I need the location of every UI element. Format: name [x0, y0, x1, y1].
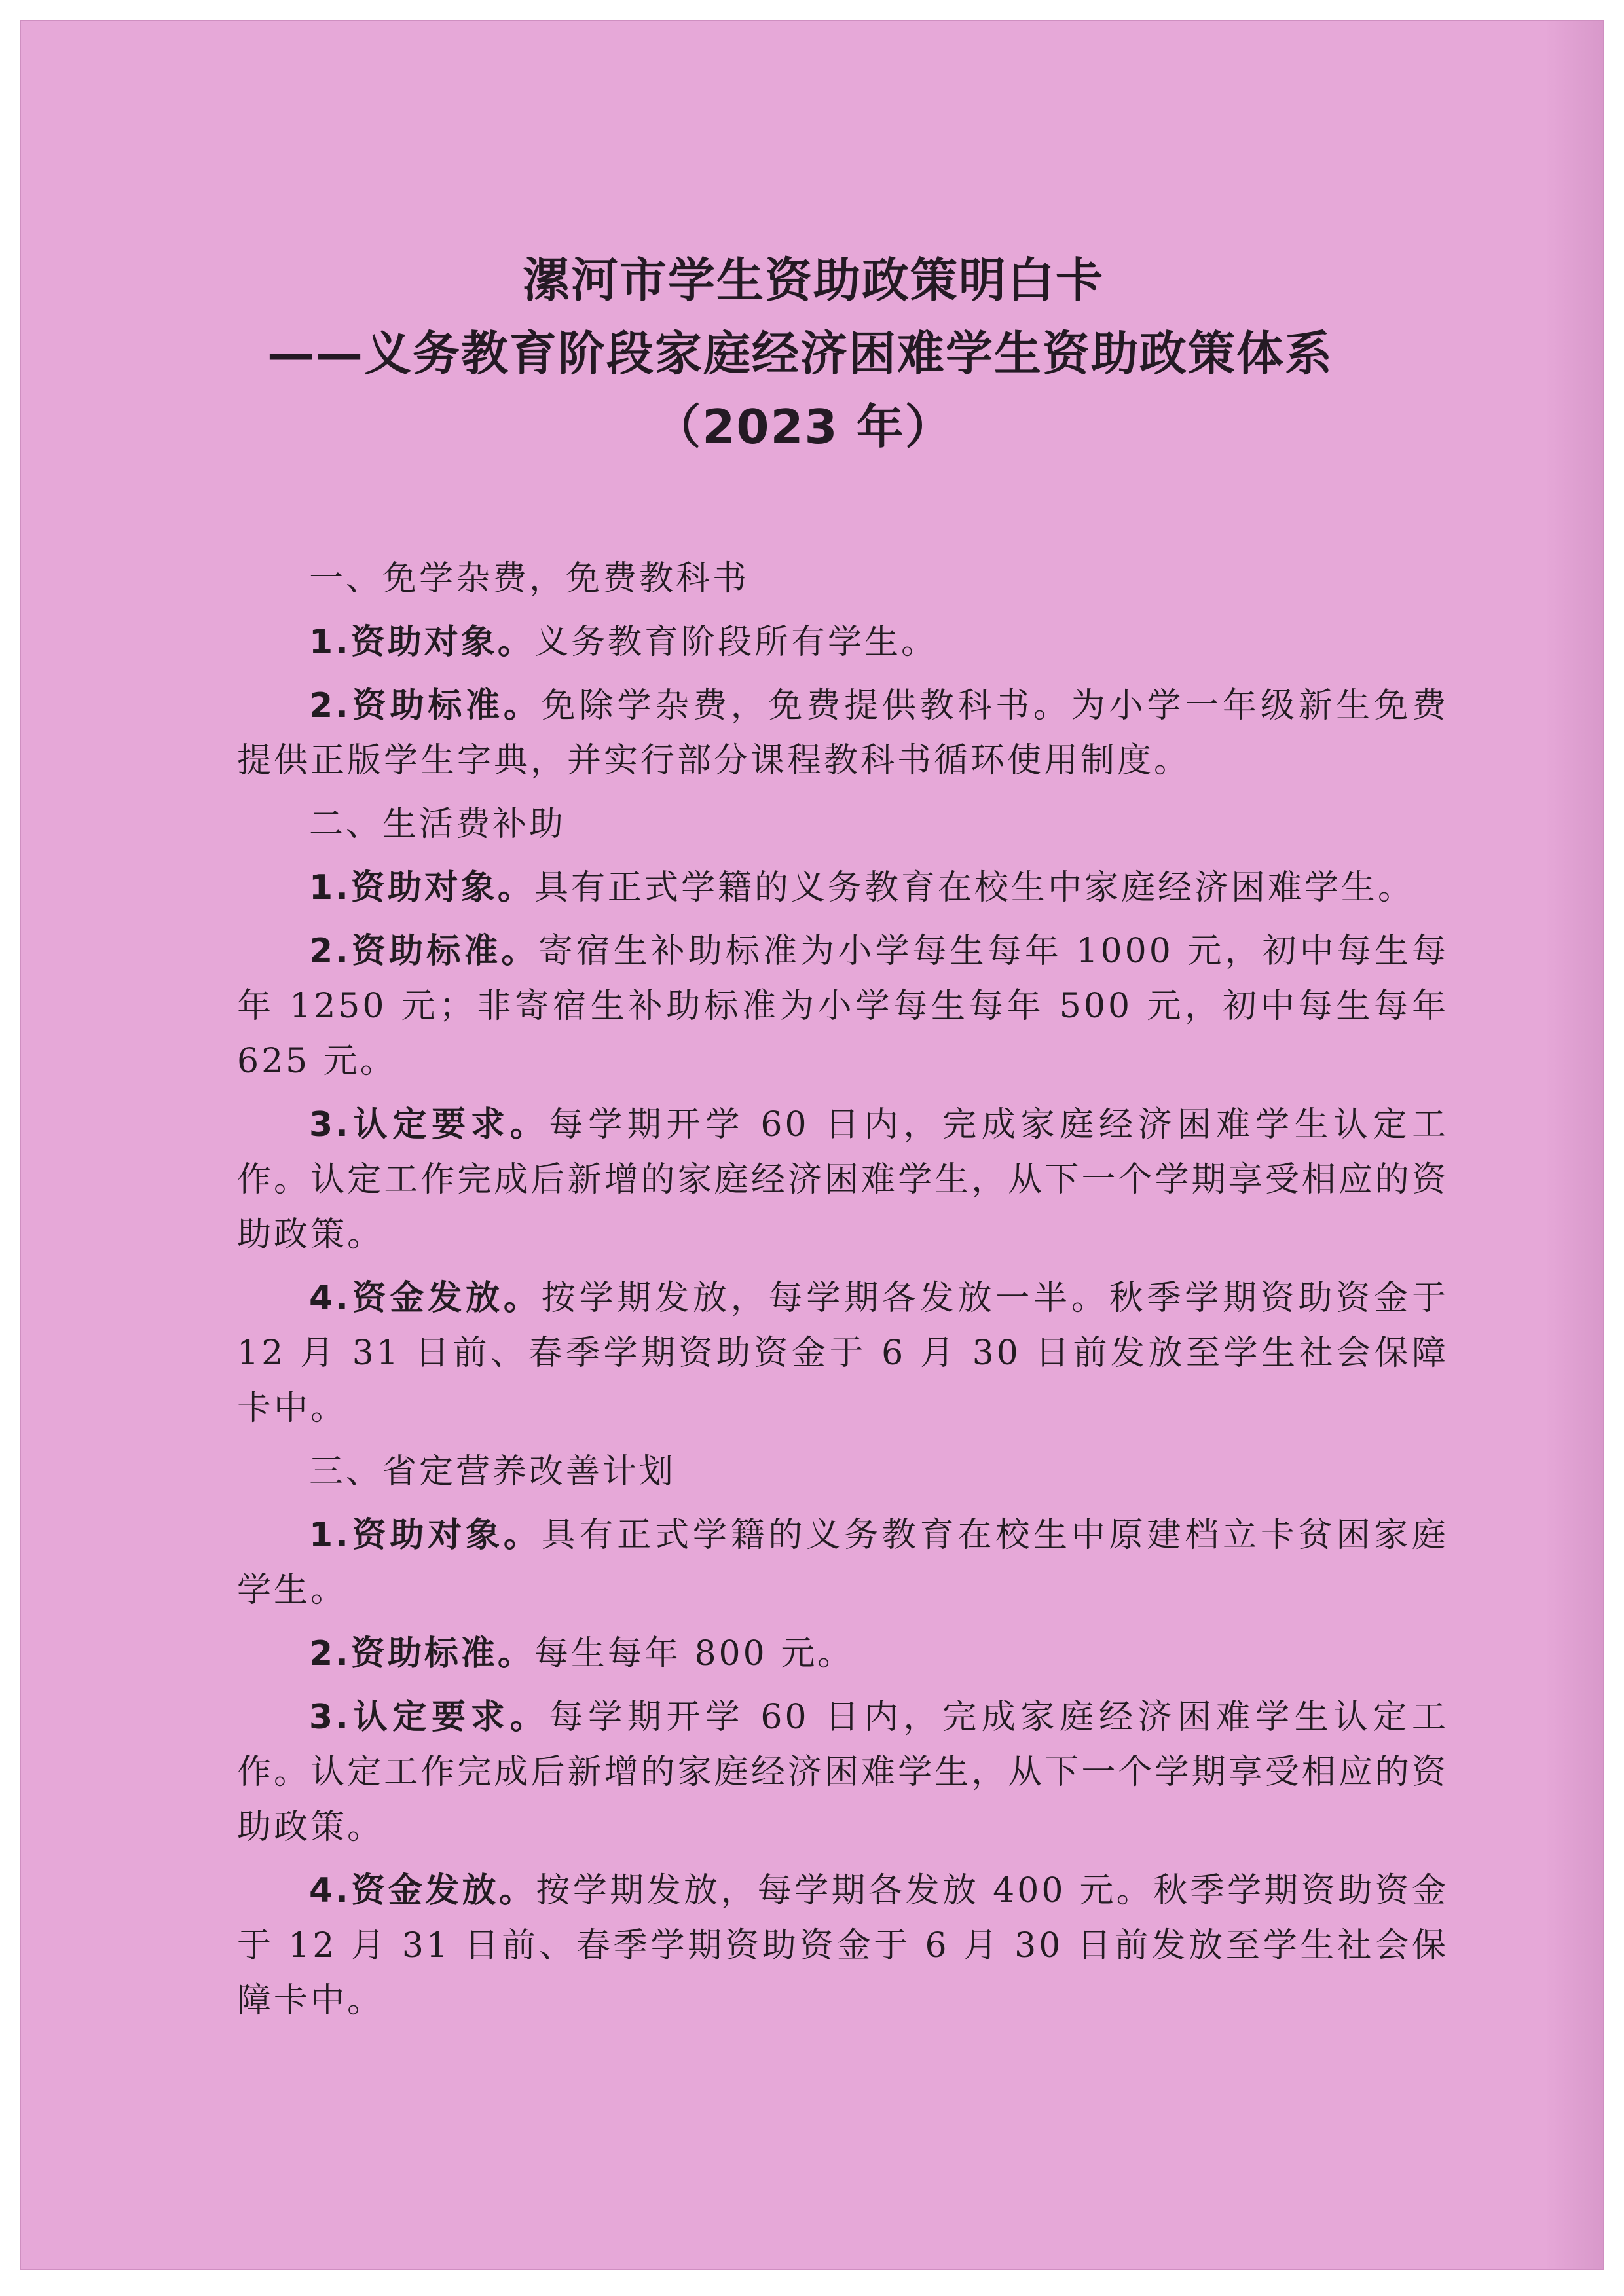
document-title: 漯河市学生资助政策明白卡	[522, 253, 1104, 308]
paragraph-text: 按学期发放，每学期各发放 400 元。秋季学期资助资金于 12 月 31 日前、春季学期资助资金于 6 月 30 日前发放至学生社会保障卡中。	[237, 1871, 1449, 2020]
section-heading: 二、生活费补助	[309, 805, 566, 844]
paragraph-lead: 2.资助标准。	[309, 1634, 534, 1673]
title-block	[21, 244, 1606, 464]
paragraph	[237, 860, 1449, 915]
paragraph-text: 每学期开学 60 日内，完成家庭经济困难学生认定工作。认定工作完成后新增的家庭经济困难学生，从下一个学期享受相应的资助政策。	[237, 1105, 1449, 1254]
document-year: （2023 年）	[654, 399, 953, 454]
paragraph	[237, 1508, 1449, 1618]
paragraph-text: 寄宿生补助标准为小学每生每年 1000 元，初中每生每年 1250 元；非寄宿生补助标准为小学每生每年 500 元，初中每生每年 625 元。	[237, 932, 1449, 1081]
paragraph-text: 每生每年 800 元。	[534, 1634, 855, 1673]
paragraph-lead: 2.资助标准。	[309, 932, 539, 971]
paragraph	[237, 1863, 1449, 2028]
paragraph	[237, 615, 1449, 670]
paragraph-text: 义务教育阶段所有学生。	[534, 623, 938, 662]
paragraph-text: 具有正式学籍的义务教育在校生中家庭经济困难学生。	[534, 868, 1414, 907]
document-subtitle: ——义务教育阶段家庭经济困难学生资助政策体系	[267, 326, 1333, 381]
paragraph	[237, 1690, 1449, 1855]
section-heading: 三、省定营养改善计划	[309, 1452, 676, 1491]
paragraph-text: 具有正式学籍的义务教育在校生中原建档立卡贫困家庭学生。	[237, 1516, 1449, 1610]
paragraph-lead: 1.资助对象。	[309, 623, 534, 662]
paragraph-lead: 3.认定要求。	[309, 1105, 549, 1144]
paragraph-text: 每学期开学 60 日内，完成家庭经济困难学生认定工作。认定工作完成后新增的家庭经济困难学生，从下一个学期享受相应的资助政策。	[237, 1698, 1449, 1847]
paragraph	[237, 1271, 1449, 1436]
paragraph-lead: 4.资金发放。	[309, 1871, 536, 1910]
paragraph-text: 免除学杂费，免费提供教科书。为小学一年级新生免费提供正版学生字典，并实行部分课程教科书循环使用制度。	[237, 686, 1449, 780]
paragraph-text: 按学期发放，每学期各发放一半。秋季学期资助资金于 12 月 31 日前、春季学期资助资金于 6 月 30 日前发放至学生社会保障卡中。	[237, 1279, 1449, 1428]
paragraph-lead: 1.资助对象。	[309, 868, 534, 907]
paragraph	[237, 1097, 1449, 1262]
paragraph-lead: 3.认定要求。	[309, 1698, 549, 1737]
paragraph-lead: 2.资助标准。	[309, 686, 542, 725]
paragraph	[237, 924, 1449, 1089]
paragraph	[237, 678, 1449, 788]
paragraph-lead: 1.资助对象。	[309, 1516, 542, 1555]
paragraph	[237, 1626, 1449, 1681]
paragraph-lead: 4.资金发放。	[309, 1279, 542, 1318]
section-heading: 一、免学杂费，免费教科书	[309, 559, 750, 598]
document-body	[237, 551, 1449, 2037]
document-page	[20, 20, 1604, 2270]
